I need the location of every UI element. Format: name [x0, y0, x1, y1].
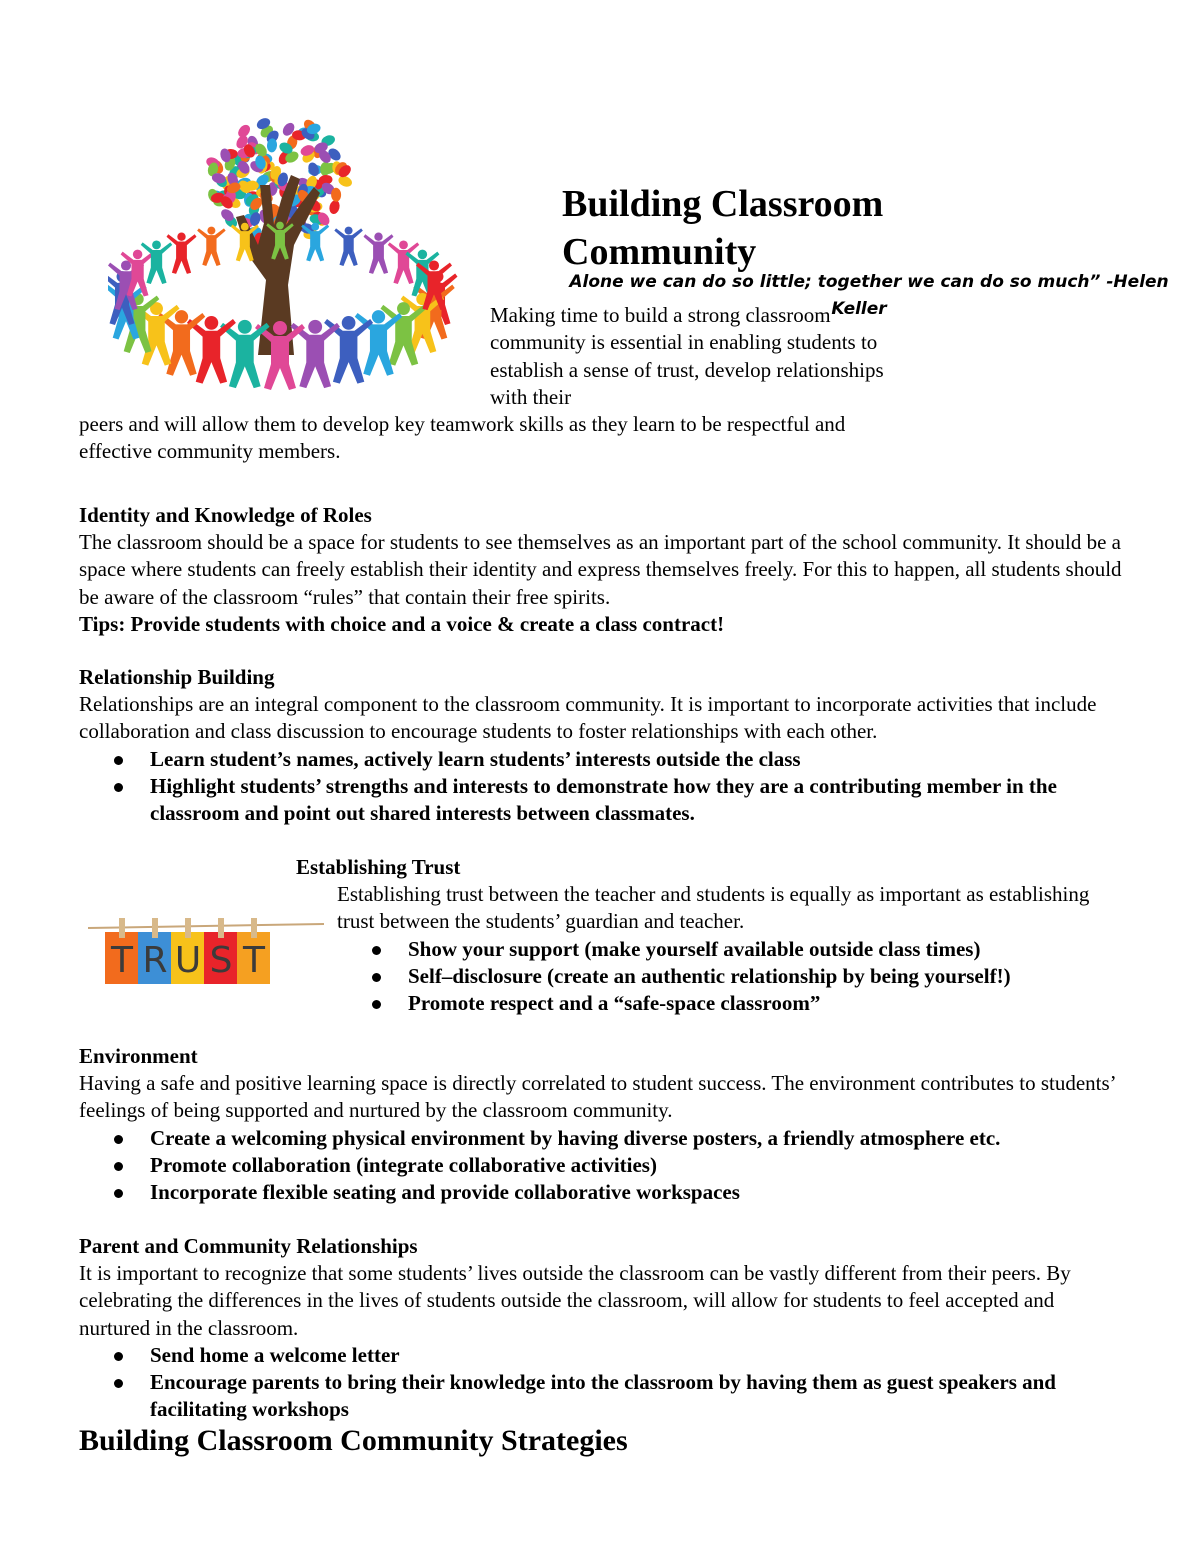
list-item: Learn student’s names, actively learn students’ interests outside the class: [79, 746, 1119, 773]
bullet-icon: [372, 1000, 381, 1009]
list-item: Send home a welcome letter: [79, 1342, 1129, 1369]
svg-text:S: S: [209, 940, 233, 981]
person-figure: [197, 227, 226, 266]
list-item: Incorporate flexible seating and provide collaborative workspaces: [79, 1179, 1119, 1206]
bullet-icon: [114, 1135, 123, 1144]
bullet-list: [79, 1125, 1119, 1207]
tips-text: Tips: Provide students with choice and a voice & create a class contract!: [79, 611, 725, 636]
person-figure: [167, 233, 197, 274]
quote-line: Alone we can do so little; together we can do so much” -Helen: [569, 272, 1169, 292]
svg-text:U: U: [174, 940, 202, 981]
bullet-list: [79, 1342, 1129, 1424]
intro-text-left: peers and will allow them to develop key teamwork skills as they learn to be respectful and effective community members.: [79, 412, 846, 464]
list-item: Promote respect and a “safe-space classroom”: [296, 990, 1096, 1017]
svg-text:T: T: [111, 940, 133, 981]
section-heading: Relationship Building: [79, 665, 275, 689]
trust-letter-card: [237, 918, 270, 984]
section-body: Establishing trust between the teacher and students is equally as important as establishing trust between the students’ guardian and teacher.: [337, 882, 1090, 934]
bullet-icon: [372, 973, 381, 982]
section-relationship: [79, 664, 1119, 827]
person-figure: [364, 233, 394, 274]
section-parent-community: [79, 1233, 1129, 1423]
trust-letter-card: [204, 918, 237, 984]
quote-author: Keller: [831, 299, 887, 319]
footer-title: Building Classroom Community Strategies: [79, 1424, 628, 1457]
section-body: The classroom should be a space for students to see themselves as an important part of the school community. It should be a space where students can freely establish their identity and express themselves freely. For this to happen, all students should be aware of the classroom “rules” that contain their free spirits.: [79, 530, 1122, 609]
section-body: It is important to recognize that some students’ lives outside the classroom can be vastly different from their peers. By celebrating the differences in the lives of students outside the classroom, will allow for students to feel accepted and nurtured in the classroom.: [79, 1261, 1071, 1340]
list-item: Encourage parents to bring their knowledge into the classroom by having them as guest speakers and facilitating workshops: [79, 1369, 1129, 1423]
section-heading: Environment: [79, 1044, 198, 1068]
bullet-icon: [114, 783, 123, 792]
bullet-list: [79, 746, 1119, 828]
bullet-list: [296, 936, 1096, 1018]
hand-leaf: [306, 161, 321, 178]
bullet-icon: [114, 1379, 123, 1388]
bullet-icon: [114, 1352, 123, 1361]
list-item: Create a welcoming physical environment by having diverse posters, a friendly atmosphere etc.: [79, 1125, 1119, 1152]
section-environment: [79, 1043, 1119, 1206]
list-item: Self–disclosure (create an authentic relationship by being yourself!): [296, 963, 1096, 990]
trust-letter-card: [171, 918, 204, 984]
tree-of-hands-image: [108, 105, 458, 390]
list-item: Highlight students’ strengths and interests to demonstrate how they are a contributing member in the classroom and point out shared interests between classmates.: [79, 773, 1119, 827]
list-item: Promote collaboration (integrate collaborative activities): [79, 1152, 1119, 1179]
bullet-icon: [114, 1189, 123, 1198]
hand-leaf: [328, 199, 341, 215]
intro-text-right: Making time to build a strong classroom community is essential in enabling students to establish a sense of trust, develop relationships with their: [490, 303, 884, 409]
person-figure: [301, 223, 329, 262]
bullet-icon: [114, 1162, 123, 1171]
trust-image: [88, 900, 324, 992]
svg-text:T: T: [243, 940, 265, 981]
section-body: Having a safe and positive learning space is directly correlated to student success. The environment contributes to students’ feelings of being supported and nurtured by the classroom community.: [79, 1071, 1116, 1123]
bullet-icon: [372, 946, 381, 955]
svg-text:R: R: [142, 940, 168, 981]
list-item: Show your support (make yourself available outside class times): [296, 936, 1096, 963]
section-body: Relationships are an integral component to the classroom community. It is important to incorporate activities that include collaboration and class discussion to encourage students to foster relationships with each other.: [79, 692, 1097, 744]
page-title: Building Classroom Community: [562, 183, 884, 273]
person-figure: [334, 227, 363, 266]
section-identity: [79, 502, 1129, 638]
section-heading: Establishing Trust: [296, 855, 461, 879]
section-heading: Identity and Knowledge of Roles: [79, 503, 372, 527]
section-heading: Parent and Community Relationships: [79, 1234, 418, 1258]
section-trust: [296, 854, 1096, 1017]
bullet-icon: [114, 756, 123, 765]
